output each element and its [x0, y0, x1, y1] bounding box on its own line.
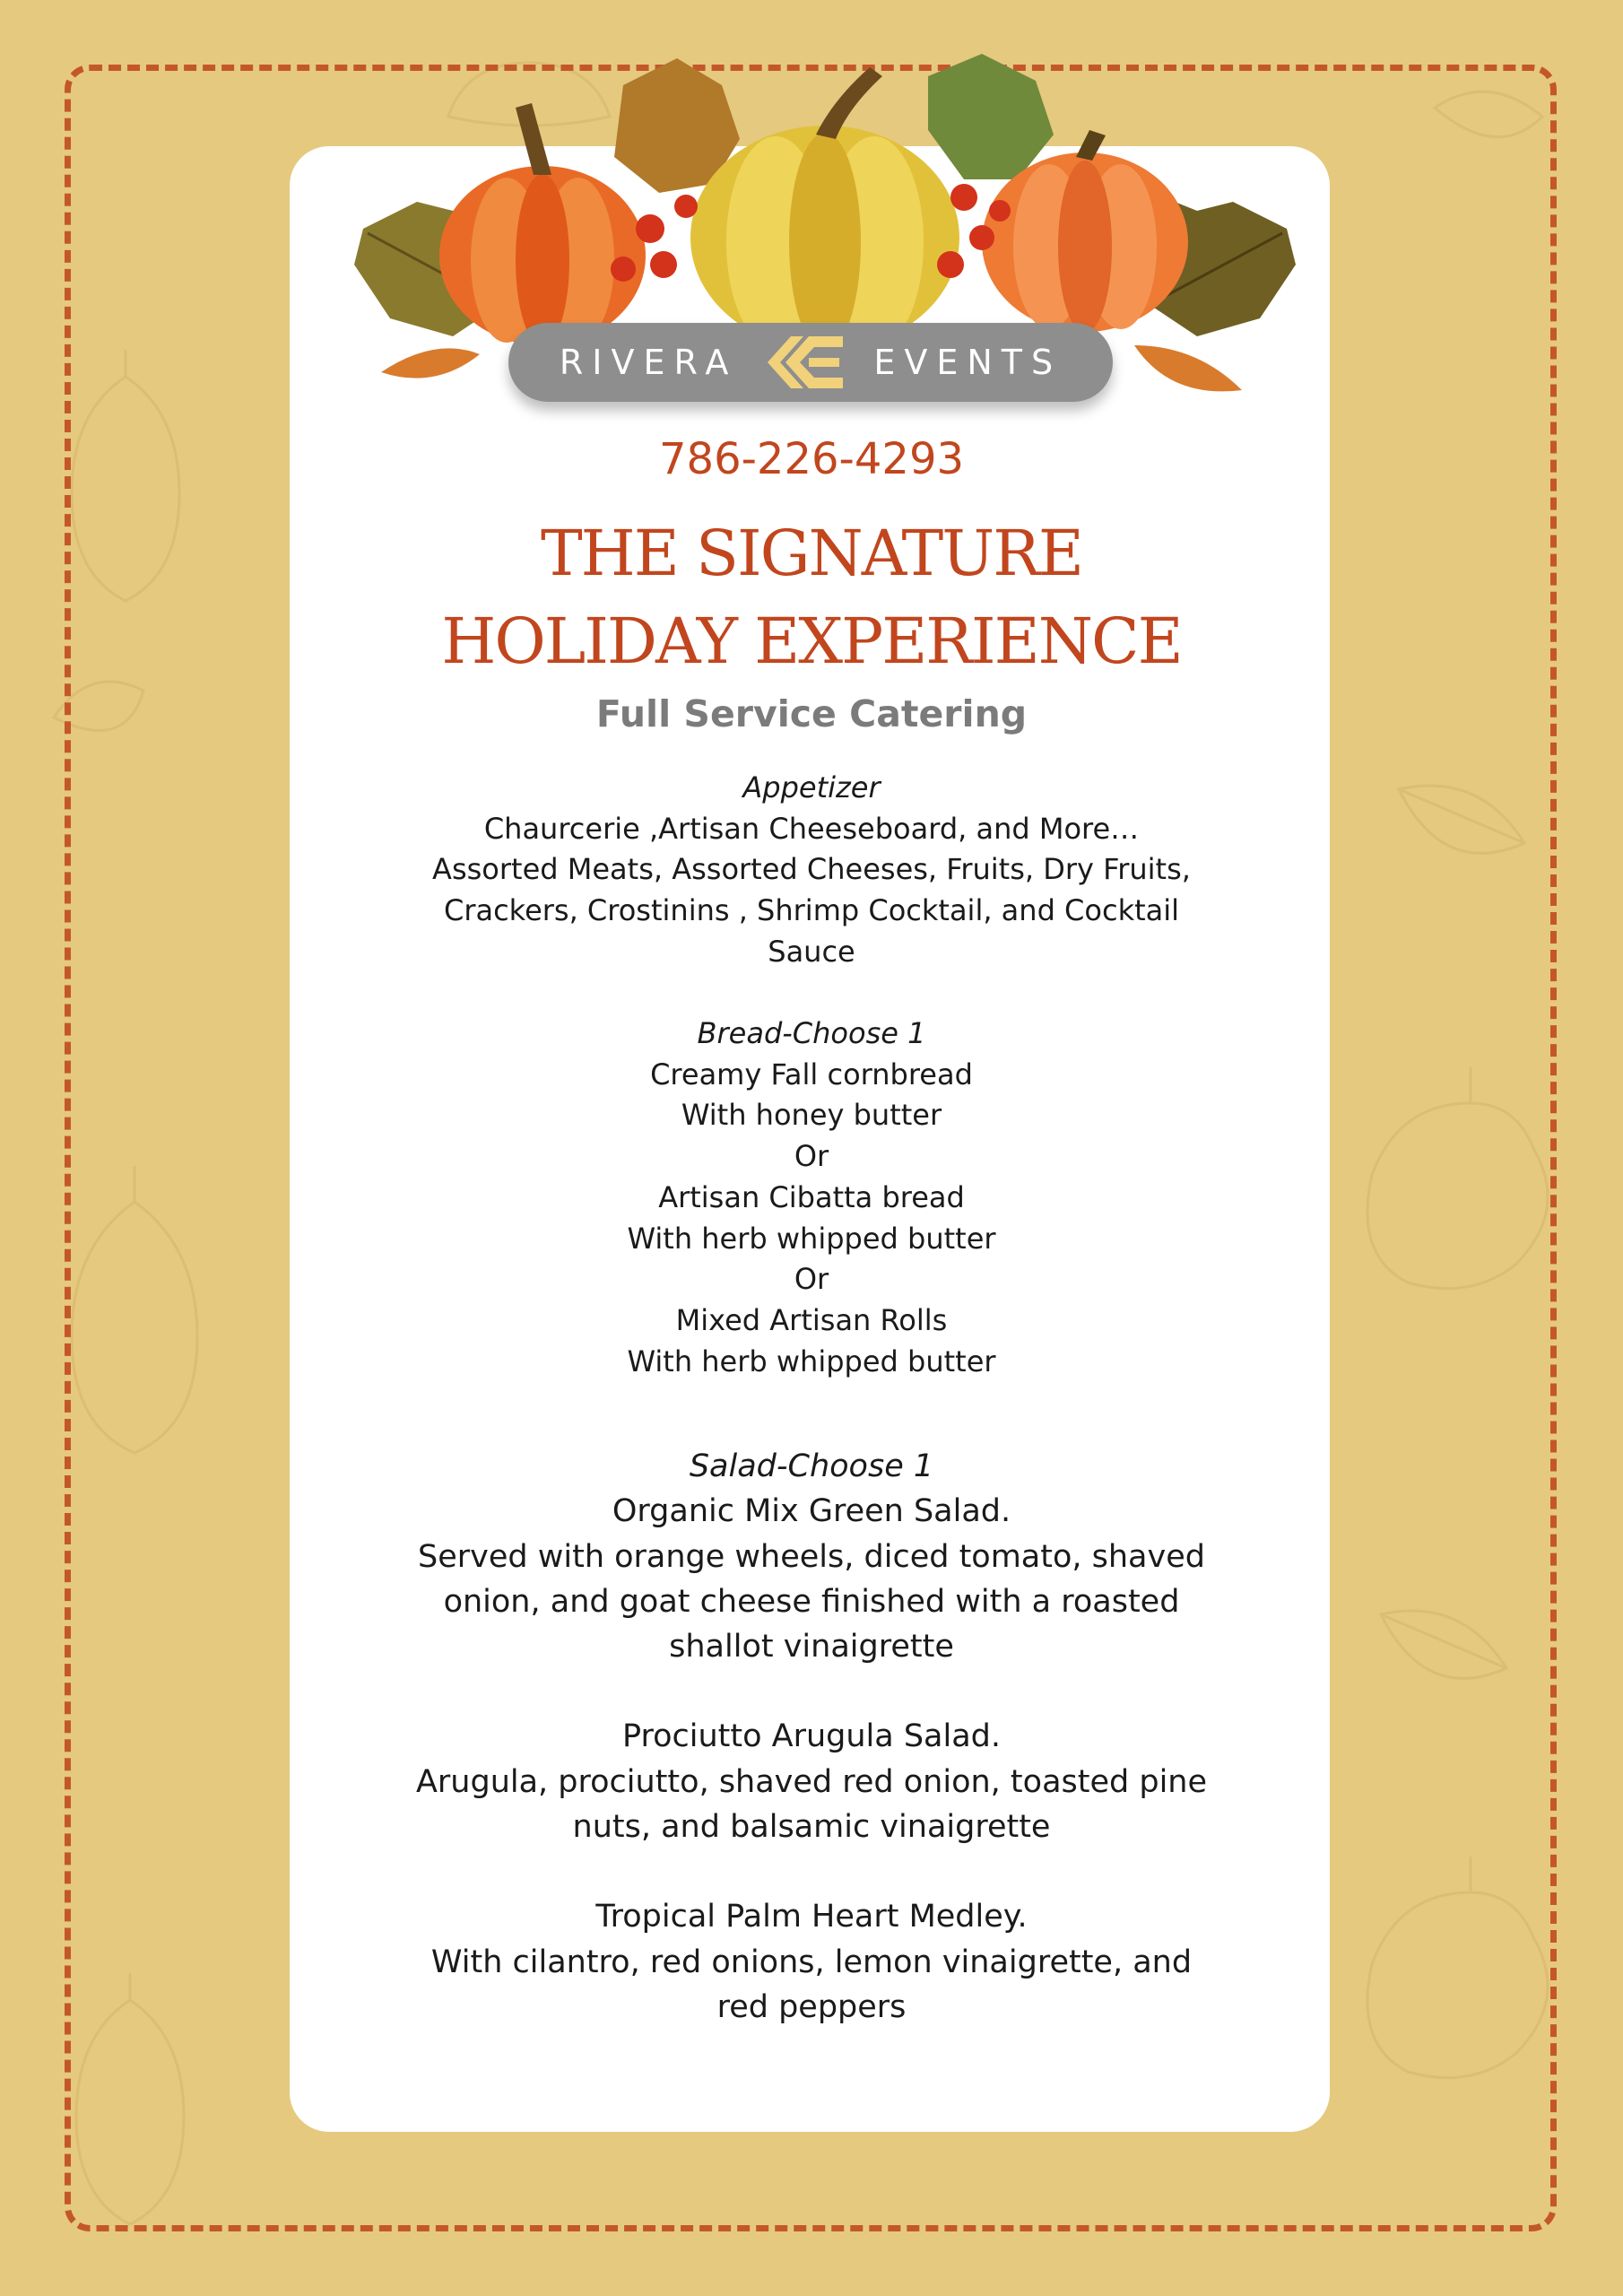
brand-logo — [508, 323, 1113, 402]
menu-line: Assorted Meats, Assorted Cheeses, Fruits, Dry Fruits, — [432, 852, 1191, 887]
brand-name-right: EVENTS — [873, 343, 1063, 382]
phone-number: 786-226-4293 — [658, 434, 965, 484]
brand-name-left: RIVERA — [559, 343, 738, 382]
pumpkin-icon — [439, 103, 646, 346]
menu-line: With cilantro, red onions, lemon vinaigrette, and — [430, 1944, 1193, 1980]
salad-option-name: Prociutto Arugula Salad. — [621, 1718, 1002, 1755]
leaf-icon — [1134, 345, 1242, 391]
menu-line: red peppers — [716, 1988, 907, 2025]
title-line-2: HOLIDAY EXPERIENCE — [441, 604, 1182, 678]
menu-line: Arugula, prociutto, shaved red onion, toasted pine — [415, 1763, 1208, 1800]
menu-line: onion, and goat cheese finished with a roasted — [443, 1583, 1180, 1620]
menu-line: Sauce — [768, 934, 855, 969]
spacer — [359, 1849, 1264, 1894]
section-heading-salad: Salad-Choose 1 — [689, 1448, 934, 1484]
menu-line: Crackers, Crostinins , Shrimp Cocktail, and Cocktail — [443, 893, 1180, 928]
appetizer-section — [359, 768, 1264, 973]
menu-line: With honey butter — [681, 1098, 942, 1133]
section-heading-bread: Bread-Choose 1 — [697, 1016, 926, 1050]
menu-line: Served with orange wheels, diced tomato, shaved — [418, 1538, 1205, 1575]
title-line-1: THE SIGNATURE — [540, 517, 1083, 590]
salad-option-name: Organic Mix Green Salad. — [612, 1493, 1011, 1530]
menu-line: nuts, and balsamic vinaigrette — [572, 1809, 1051, 1846]
menu-line: shallot vinaigrette — [669, 1629, 954, 1665]
logo-mark-icon — [764, 331, 846, 394]
page-title — [0, 509, 1623, 685]
menu-line: Or — [794, 1139, 829, 1174]
menu-line: Mixed Artisan Rolls — [675, 1302, 948, 1337]
menu-line: With herb whipped butter — [627, 1221, 996, 1256]
spacer — [359, 1669, 1264, 1714]
menu-line: Or — [794, 1262, 829, 1297]
menu-line: Artisan Cibatta bread — [658, 1179, 965, 1214]
section-heading-appetizer: Appetizer — [742, 770, 881, 804]
bread-section — [359, 1013, 1264, 1382]
menu-line: Creamy Fall cornbread — [650, 1057, 973, 1091]
leaf-icon — [381, 348, 480, 378]
leaf-icon — [928, 54, 1054, 179]
menu-line: Chaurcerie ,Artisan Cheeseboard, and More… — [483, 811, 1140, 846]
menu-line: With herb whipped butter — [627, 1344, 996, 1378]
subtitle: Full Service Catering — [595, 692, 1028, 735]
salad-option-name: Tropical Palm Heart Medley. — [595, 1899, 1028, 1935]
salad-section — [359, 1444, 1264, 2030]
pumpkin-icon — [690, 67, 959, 352]
